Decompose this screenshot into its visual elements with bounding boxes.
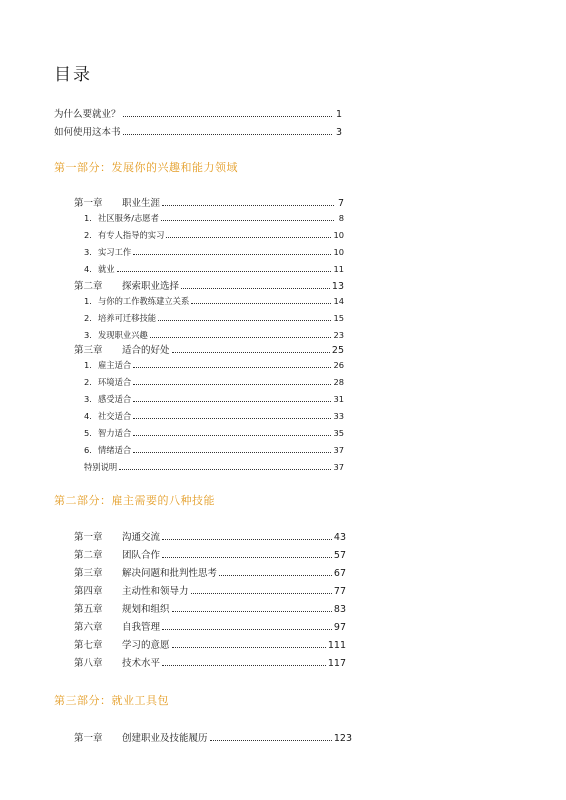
chapter-page: 83 (333, 604, 346, 615)
dot-leader (133, 435, 331, 436)
item-page: 23 (333, 330, 344, 340)
item-label: 就业 (98, 264, 115, 274)
item-page: 35 (333, 428, 344, 438)
part-heading: 第三部分：就业工具包 (54, 694, 169, 707)
item-number: 5. (84, 428, 92, 438)
dot-leader (191, 303, 331, 304)
dot-leader (133, 418, 331, 419)
dot-leader (172, 647, 326, 648)
item-number: 3. (84, 394, 92, 404)
toc-item[interactable] (84, 263, 344, 275)
item-label: 社交适合 (98, 411, 132, 421)
toc-item[interactable] (84, 410, 344, 422)
chapter-number: 第三章 (74, 345, 103, 356)
chapter-page: 7 (337, 198, 344, 209)
item-page: 37 (333, 445, 344, 455)
dot-leader (162, 557, 332, 558)
toc-chapter[interactable] (74, 342, 344, 356)
toc-item[interactable] (84, 329, 344, 341)
item-label: 环境适合 (98, 377, 132, 387)
item-page: 26 (333, 360, 344, 370)
chapter-number: 第二章 (74, 550, 103, 561)
part-heading: 第一部分：发展你的兴趣和能力领域 (54, 161, 238, 174)
toc-entry-page: 1 (335, 109, 342, 120)
toc-item[interactable] (84, 444, 344, 456)
dot-leader (210, 740, 332, 741)
toc-item[interactable] (84, 461, 344, 473)
toc-chapter[interactable] (74, 619, 346, 633)
item-page: 15 (333, 313, 344, 323)
item-number: 4. (84, 264, 92, 274)
dot-leader (150, 337, 332, 338)
chapter-number: 第二章 (74, 281, 103, 292)
toc-entry[interactable] (54, 106, 342, 120)
item-page: 11 (333, 264, 344, 274)
chapter-label: 规划和组织 (122, 604, 170, 615)
part-heading: 第二部分：雇主需要的八种技能 (54, 494, 215, 507)
toc-item[interactable] (84, 376, 344, 388)
chapter-label: 职业生涯 (122, 198, 161, 209)
chapter-page: 13 (331, 281, 344, 292)
item-number: 4. (84, 411, 92, 421)
toc-chapter[interactable] (74, 195, 344, 209)
chapter-label: 解决问题和批判性思考 (122, 568, 218, 579)
dot-leader (162, 539, 332, 540)
page-title: 目录 (54, 65, 92, 85)
toc-item[interactable] (84, 295, 344, 307)
chapter-number: 第三章 (74, 568, 103, 579)
item-label: 特别说明 (84, 462, 118, 472)
dot-leader (161, 220, 334, 221)
item-page: 31 (333, 394, 344, 404)
toc-chapter[interactable] (74, 529, 346, 543)
dot-leader (219, 575, 332, 576)
item-number: 3. (84, 247, 92, 257)
item-label: 社区服务/志愿者 (98, 213, 159, 223)
item-page: 14 (333, 296, 344, 306)
toc-chapter[interactable] (74, 730, 352, 744)
toc-chapter[interactable] (74, 547, 346, 561)
chapter-page: 117 (327, 658, 346, 669)
dot-leader (172, 611, 332, 612)
item-number: 2. (84, 313, 92, 323)
chapter-page: 97 (333, 622, 346, 633)
chapter-label: 学习的意愿 (122, 640, 170, 651)
dot-leader (191, 593, 332, 594)
chapter-label: 适合的好处 (122, 345, 170, 356)
chapter-number: 第八章 (74, 658, 103, 669)
chapter-label: 探索职业选择 (122, 281, 180, 292)
toc-item[interactable] (84, 246, 344, 258)
item-page: 28 (333, 377, 344, 387)
item-label: 与你的工作教练建立关系 (98, 296, 190, 306)
dot-leader (123, 134, 332, 135)
toc-entry[interactable] (54, 124, 342, 138)
toc-item[interactable] (84, 229, 344, 241)
item-page: 10 (333, 230, 344, 240)
item-page: 8 (338, 213, 344, 223)
item-label: 感受适合 (98, 394, 132, 404)
dot-leader (166, 237, 331, 238)
dot-leader (133, 452, 331, 453)
dot-leader (162, 629, 332, 630)
item-page: 10 (333, 247, 344, 257)
dot-leader (158, 320, 331, 321)
toc-chapter[interactable] (74, 655, 346, 669)
item-number: 6. (84, 445, 92, 455)
chapter-label: 创建职业及技能履历 (122, 733, 208, 744)
chapter-number: 第七章 (74, 640, 103, 651)
toc-item[interactable] (84, 212, 344, 224)
chapter-page: 43 (333, 532, 346, 543)
dot-leader (133, 384, 331, 385)
toc-item[interactable] (84, 393, 344, 405)
item-number: 1. (84, 360, 92, 370)
chapter-label: 团队合作 (122, 550, 161, 561)
toc-item[interactable] (84, 312, 344, 324)
chapter-label: 自我管理 (122, 622, 161, 633)
item-label: 雇主适合 (98, 360, 132, 370)
chapter-label: 沟通交流 (122, 532, 161, 543)
dot-leader (123, 116, 332, 117)
chapter-page: 67 (333, 568, 346, 579)
dot-leader (162, 205, 334, 206)
item-number: 2. (84, 230, 92, 240)
toc-entry-label: 为什么要就业？ (54, 109, 121, 120)
dot-leader (181, 288, 330, 289)
toc-entry-label: 如何使用这本书 (54, 127, 121, 138)
toc-chapter[interactable] (74, 565, 346, 579)
chapter-number: 第一章 (74, 733, 103, 744)
item-number: 1. (84, 213, 92, 223)
chapter-number: 第五章 (74, 604, 103, 615)
chapter-page: 111 (327, 640, 346, 651)
dot-leader (119, 469, 331, 470)
chapter-page: 77 (333, 586, 346, 597)
chapter-number: 第一章 (74, 198, 103, 209)
item-page: 33 (333, 411, 344, 421)
dot-leader (133, 367, 331, 368)
toc-item[interactable] (84, 427, 344, 439)
toc-chapter[interactable] (74, 278, 344, 292)
chapter-number: 第一章 (74, 532, 103, 543)
chapter-label: 主动性和领导力 (122, 586, 189, 597)
item-label: 有专人指导的实习 (98, 230, 165, 240)
toc-chapter[interactable] (74, 601, 346, 615)
item-label: 智力适合 (98, 428, 132, 438)
item-label: 培养可迁移技能 (98, 313, 157, 323)
dot-leader (162, 665, 326, 666)
dot-leader (172, 352, 330, 353)
dot-leader (133, 401, 331, 402)
chapter-page: 123 (333, 733, 352, 744)
chapter-number: 第四章 (74, 586, 103, 597)
chapter-page: 25 (331, 345, 344, 356)
chapter-number: 第六章 (74, 622, 103, 633)
item-number: 2. (84, 377, 92, 387)
dot-leader (117, 271, 332, 272)
item-label: 情绪适合 (98, 445, 132, 455)
item-label: 实习工作 (98, 247, 132, 257)
chapter-page: 57 (333, 550, 346, 561)
toc-item[interactable] (84, 359, 344, 371)
toc-entry-page: 3 (335, 127, 342, 138)
item-label: 发现职业兴趣 (98, 330, 148, 340)
dot-leader (133, 254, 331, 255)
toc-chapter[interactable] (74, 583, 346, 597)
toc-chapter[interactable] (74, 637, 346, 651)
item-number: 1. (84, 296, 92, 306)
chapter-label: 技术水平 (122, 658, 161, 669)
item-page: 37 (333, 462, 344, 472)
item-number: 3. (84, 330, 92, 340)
